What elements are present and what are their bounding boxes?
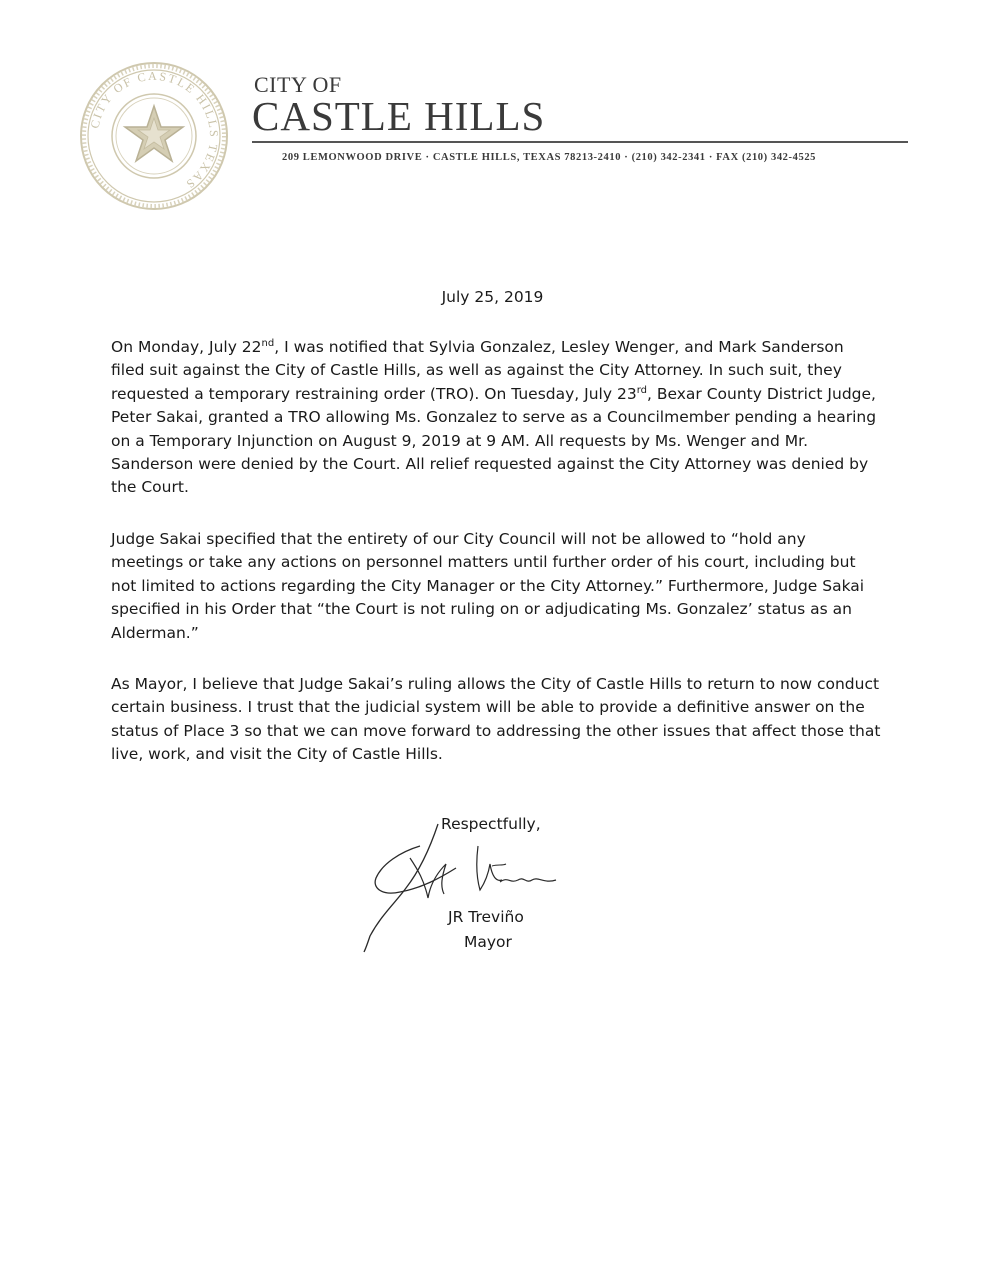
paragraph-3: As Mayor, I believe that Judge Sakai’s ruling allows the City of Castle Hills to return to now conduct certain business. I trust that the judicial system will be able to provide a definitive answer on the status of Place 3 so that we can move forward to addressing the other issues that affect those that live, work, and visit the City of Castle Hills. <box>111 675 881 764</box>
letterhead-city-of: CITY OF <box>254 72 342 97</box>
letterhead-divider <box>252 141 908 143</box>
paragraph-1-part-b: , I was notified that Sylvia Gonzalez, Lesley Wenger, and Mark Sanderson filed suit against the City of Castle Hills, as well as against the City Attorney. In such suit, they requested a temporary restraining order (TRO). On Tuesday, July 23 <box>111 338 844 403</box>
ordinal-suffix: rd <box>636 384 647 396</box>
signer-title: Mayor <box>464 933 512 951</box>
letterhead-city-name: CASTLE HILLS <box>252 93 546 139</box>
paragraph-2: Judge Sakai specified that the entirety of our City Council will not be allowed to “hold any meetings or take any actions on personnel matters until further order of his court, including but not limited to actions regarding the City Manager or the City Attorney.” Furthermore, Judge Sakai specified in his Order that “the Court is not ruling on or adjudicating Ms. Gonzalez’ status as an Alderman.” <box>111 530 865 642</box>
paragraph-1 <box>111 336 881 500</box>
city-seal-icon <box>78 60 230 212</box>
letter-date: July 25, 2019 <box>441 288 544 306</box>
paragraph-1-part-a: On Monday, July 22 <box>111 338 262 356</box>
closing-salutation: Respectfully, <box>441 815 541 833</box>
seal-text: CITY OF CASTLE HILLS TEXAS <box>87 68 222 193</box>
signer-name: JR Treviño <box>448 908 524 926</box>
letterhead-address: 209 LEMONWOOD DRIVE · CASTLE HILLS, TEXAS 78213-2410 · (210) 342-2341 · FAX (210) 342-4525 <box>282 152 817 163</box>
paragraph-1-part-c: , Bexar County District Judge, Peter Sakai, granted a TRO allowing Ms. Gonzalez to serve as a Councilmember pending a hearing on a Temporary Injunction on August 9, 2019 at 9 AM. All requests by Ms. Wenger and Mr. Sanderson were denied by the Court. All relief requested against the City Attorney was denied by the Court. <box>111 384 877 497</box>
ordinal-suffix: nd <box>261 337 275 349</box>
